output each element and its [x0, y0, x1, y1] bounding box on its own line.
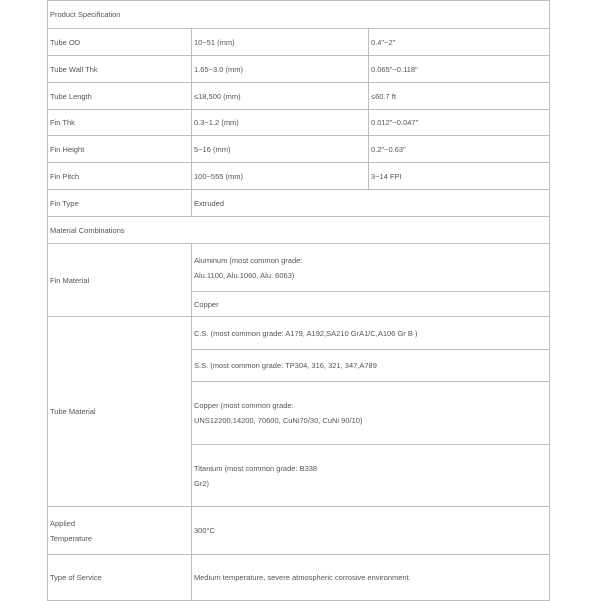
fin-material-aluminum-line1: Aluminum (most common grade:: [194, 255, 303, 265]
applied-temperature-label-line2: Temperature: [50, 533, 93, 543]
type-of-service-label: Type of Service: [48, 555, 192, 601]
table-row: [48, 136, 550, 163]
fin-type-label: Fin Type: [48, 190, 192, 217]
table-row: [48, 83, 550, 110]
spec-label: Fin Pitch: [48, 163, 192, 190]
table-row: [48, 29, 550, 56]
tube-material-ss: S.S. (most common grade: TP304, 316, 321, 347,A789: [192, 350, 550, 382]
fin-type-value: Extruded: [192, 190, 550, 217]
applied-temperature-value: 300°C: [192, 507, 550, 555]
spec-label: Fin Height: [48, 136, 192, 163]
spec-metric: 1.65~3.0 (mm): [192, 56, 369, 83]
table-row: [48, 190, 550, 217]
table-row: [48, 56, 550, 83]
fin-material-aluminum: [192, 244, 550, 292]
fin-material-aluminum-line2: Alu.1100, Alu.1060, Alu. 6063): [194, 270, 295, 280]
spec-label: Tube Wall Thk: [48, 56, 192, 83]
spec-label: Tube Length: [48, 83, 192, 110]
spec-imperial: 0.012"~0.047": [369, 110, 550, 136]
product-spec-table: [47, 0, 550, 601]
tube-material-copper-line1: Copper (most common grade:: [194, 401, 294, 410]
spec-imperial: 0.4"~2": [369, 29, 550, 56]
applied-temperature-label: [48, 507, 192, 555]
tube-material-titanium-line1: Titanium (most common grade: B338: [194, 463, 318, 473]
tube-material-label: Tube Material: [48, 317, 192, 507]
fin-material-copper: Copper: [192, 292, 550, 317]
tube-material-copper: [192, 382, 550, 445]
type-of-service-value: Medium temperature, severe atmospheric corrosive environment.: [192, 555, 550, 601]
table-row: [48, 507, 550, 555]
spec-label: Tube OD: [48, 29, 192, 56]
tube-material-cs: C.S. (most common grade: A179, A192,SA210 GrA1/C,A106 Gr B ): [192, 317, 550, 350]
spec-metric: 100~555 (mm): [192, 163, 369, 190]
spec-label: Fin Thk: [48, 110, 192, 136]
table-row: [48, 110, 550, 136]
spec-metric: ≤18,500 (mm): [192, 83, 369, 110]
spec-imperial: 0.2"~0.63": [369, 136, 550, 163]
tube-material-copper-line2: UNS12200,14200, 70600, CuNi70/30, CuNi 90/10): [194, 416, 363, 425]
table-row: [48, 217, 550, 244]
product-spec-header: Product Specification: [48, 1, 550, 29]
table-row: [48, 1, 550, 29]
spec-imperial: 0.065"~0.118": [369, 56, 550, 83]
table-row: [48, 317, 550, 350]
table-row: [48, 555, 550, 601]
tube-material-titanium-line2: Gr2): [194, 478, 209, 488]
fin-material-label: Fin Material: [48, 244, 192, 317]
spec-metric: 10~51 (mm): [192, 29, 369, 56]
spec-metric: 5~16 (mm): [192, 136, 369, 163]
table-row: [48, 163, 550, 190]
spec-imperial: 3~14 FPI: [369, 163, 550, 190]
table-row: [48, 244, 550, 292]
tube-material-titanium: [192, 445, 550, 507]
applied-temperature-label-line1: Applied: [50, 518, 76, 528]
spec-metric: 0.3~1.2 (mm): [192, 110, 369, 136]
material-combinations-header: Material Combinations: [48, 217, 550, 244]
spec-imperial: ≤60.7 ft: [369, 83, 550, 110]
